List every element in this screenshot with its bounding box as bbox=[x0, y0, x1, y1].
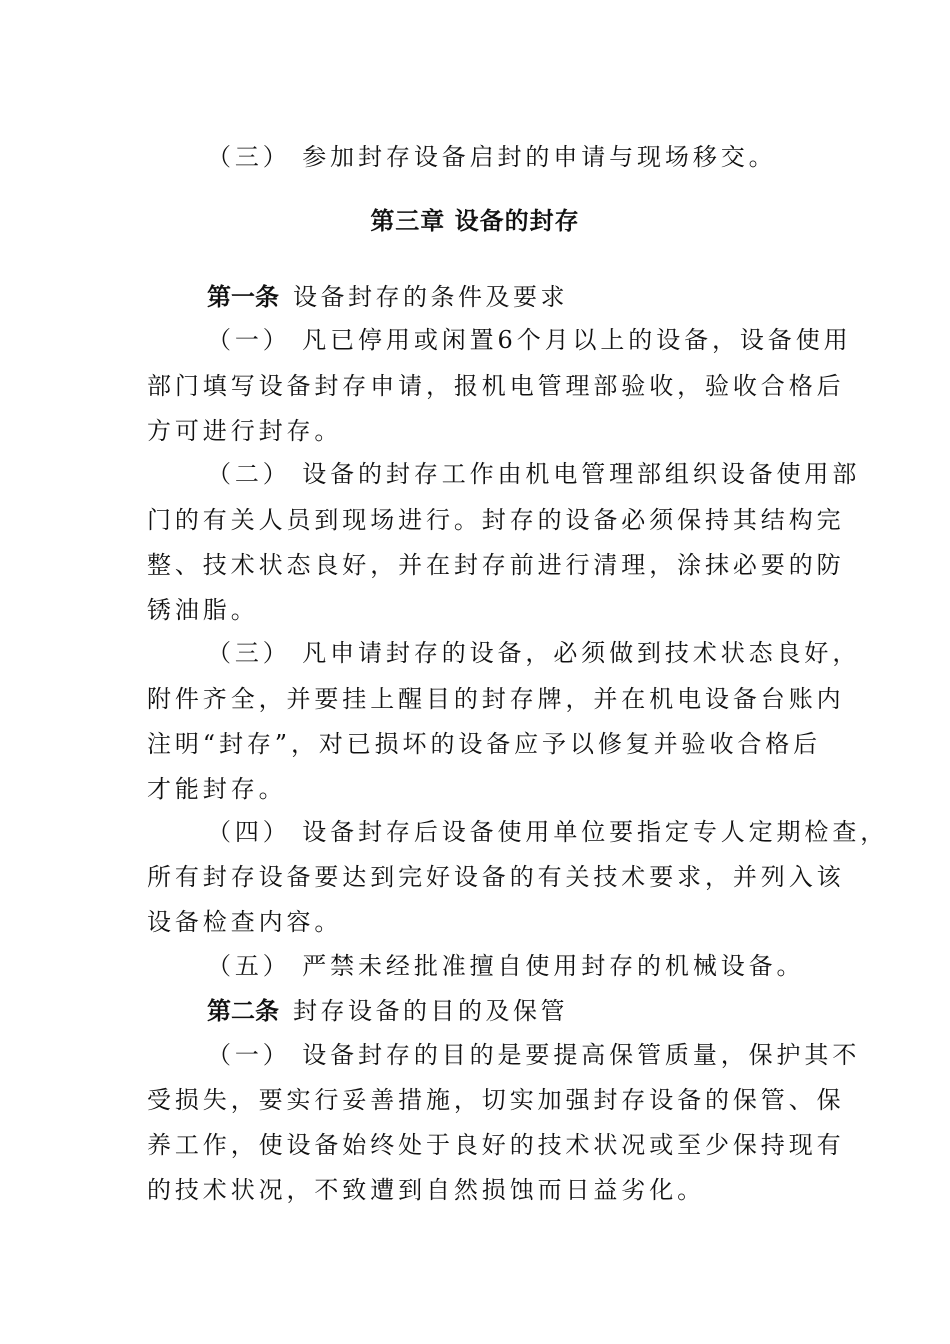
article-1-title: 设备封存的条件及要求 bbox=[293, 283, 568, 311]
article-1-item-2-line-2: 门的有关人员到现场进行。封存的设备必须保持其结构完 bbox=[147, 506, 845, 534]
article-1-item-2-line-1: （二） 设备的封存工作由机电管理部组织设备使用部 bbox=[207, 460, 861, 488]
article-1-item-3-line-1: （三） 凡申请封存的设备，必须做到技术状态良好， bbox=[207, 639, 861, 667]
article-1-item-2-line-3: 整、技术状态良好，并在封存前进行清理，涂抹必要的防 bbox=[147, 551, 845, 579]
article-1-item-2-line-4: 锈油脂。 bbox=[147, 596, 259, 624]
article-2-item-1-line-3: 养工作，使设备始终处于良好的技术状况或至少保持现有 bbox=[147, 1131, 845, 1159]
article-1-heading bbox=[207, 282, 568, 312]
article-1-item-1-line-2: 部门填写设备封存申请，报机电管理部验收，验收合格后 bbox=[147, 372, 845, 400]
article-1-item-4-line-3: 设备检查内容。 bbox=[147, 908, 343, 936]
article-1-item-3-line-3: 注明“封存”，对已损坏的设备应予以修复并验收合格后 bbox=[147, 730, 822, 758]
article-1-label: 第一条 bbox=[207, 283, 279, 311]
article-1-item-3-line-4: 才能封存。 bbox=[147, 775, 287, 803]
article-1-item-4-line-1: （四） 设备封存后设备使用单位要指定专人定期检查， bbox=[207, 818, 889, 846]
article-1-item-5-line-1: （五） 严禁未经批准擅自使用封存的机械设备。 bbox=[207, 952, 805, 980]
article-1-item-1-line-1: （一） 凡已停用或闲置6个月以上的设备，设备使用 bbox=[207, 326, 852, 354]
article-2-item-1-line-1: （一） 设备封存的目的是要提高保管质量，保护其不 bbox=[207, 1041, 861, 1069]
chapter-title: 第三章 设备的封存 bbox=[370, 207, 580, 235]
article-2-item-1-line-2: 受损失，要实行妥善措施，切实加强封存设备的保管、保 bbox=[147, 1086, 845, 1114]
article-2-heading bbox=[207, 996, 568, 1026]
article-2-title: 封存设备的目的及保管 bbox=[293, 997, 568, 1025]
intro-paragraph: （三） 参加封存设备启封的申请与现场移交。 bbox=[207, 143, 777, 171]
article-2-item-1-line-4: 的技术状况，不致遭到自然损蚀而日益劣化。 bbox=[147, 1176, 705, 1204]
article-1-item-3-line-2: 附件齐全，并要挂上醒目的封存牌，并在机电设备台账内 bbox=[147, 685, 845, 713]
article-2-label: 第二条 bbox=[207, 997, 279, 1025]
article-1-item-1-line-3: 方可进行封存。 bbox=[147, 417, 343, 445]
article-1-item-4-line-2: 所有封存设备要达到完好设备的有关技术要求，并列入该 bbox=[147, 863, 845, 891]
